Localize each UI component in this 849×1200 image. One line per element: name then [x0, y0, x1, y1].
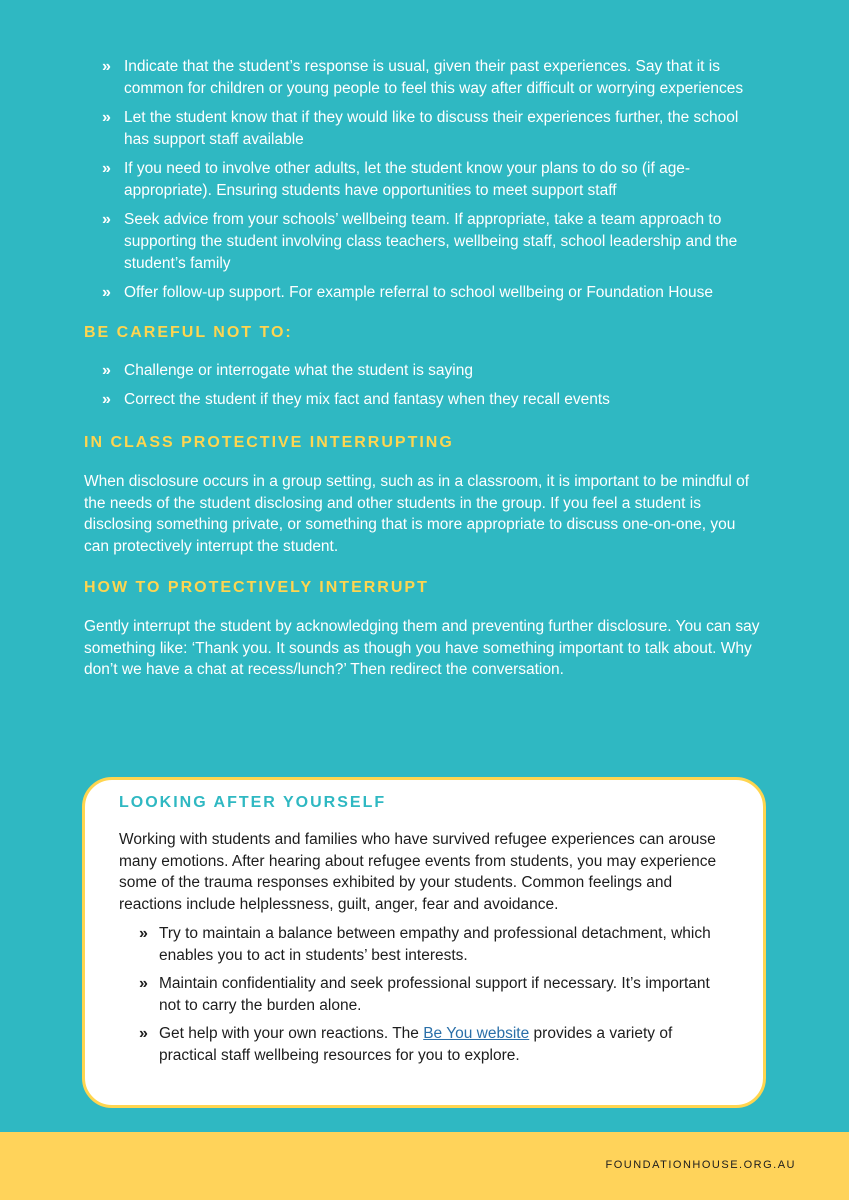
chevron-right-icon: » [102, 58, 111, 75]
self-care-list [119, 923, 729, 1066]
looking-after-yourself-panel [82, 777, 766, 1108]
list-item [119, 1023, 729, 1066]
list-item-text: Try to maintain a balance between empathy and professional detachment, which enables you to act in students’ best interests. [159, 925, 711, 964]
list-item-text-after: provides a variety of practical staff wellbeing resources for you to explore. [159, 1025, 673, 1064]
list-item [84, 107, 764, 151]
chevron-right-icon: » [139, 925, 148, 942]
chevron-right-icon: » [102, 109, 111, 126]
chevron-right-icon: » [102, 284, 111, 301]
footer-bar [0, 1132, 849, 1200]
careful-heading: BE CAREFUL NOT TO: [84, 324, 293, 341]
list-item [84, 158, 764, 202]
list-item [84, 56, 764, 100]
list-item-text: Challenge or interrogate what the student is saying [124, 362, 473, 379]
list-item [119, 973, 729, 1016]
careful-list [84, 360, 764, 411]
be-you-website-link[interactable]: Be You website [423, 1025, 530, 1042]
advice-list [84, 56, 764, 304]
chevron-right-icon: » [139, 1025, 148, 1042]
footer-url: FOUNDATIONHOUSE.ORG.AU [605, 1159, 796, 1171]
list-item-text: Offer follow-up support. For example referral to school wellbeing or Foundation House [124, 284, 714, 301]
chevron-right-icon: » [102, 160, 111, 177]
in-class-paragraph: When disclosure occurs in a group setting, such as in a classroom, it is important to be mindful of the needs of the student disclosing and other students in the group. If you feel a student is disclosing something private, or something that is more appropriate to discuss one-on-one, you can protectively interrupt the student. [84, 473, 750, 555]
list-item [84, 389, 764, 411]
list-item-text: Maintain confidentiality and seek professional support if necessary. It’s important not to carry the burden alone. [159, 975, 710, 1014]
list-item [84, 360, 764, 382]
list-item [84, 282, 764, 304]
list-item-text-before: Get help with your own reactions. The [159, 1025, 424, 1042]
list-item [84, 209, 764, 275]
chevron-right-icon: » [102, 211, 111, 228]
chevron-right-icon: » [102, 391, 111, 408]
chevron-right-icon: » [102, 362, 111, 379]
panel-heading: LOOKING AFTER YOURSELF [119, 794, 387, 811]
list-item-text: If you need to involve other adults, let the student know your plans to do so (if age-appropriate). Ensuring students have opportunities to meet support staff [124, 160, 691, 199]
chevron-right-icon: » [139, 975, 148, 992]
main-content [84, 56, 764, 681]
list-item [119, 923, 729, 966]
panel-intro: Working with students and families who have survived refugee experiences can arouse many emotions. After hearing about refugee events from students, you may experience some of the trauma responses exhibited by your students. Common feelings and reactions include helplessness, guilt, anger, fear and avoidance. [119, 831, 717, 913]
list-item-text: Correct the student if they mix fact and fantasy when they recall events [124, 391, 610, 408]
how-to-heading: HOW TO PROTECTIVELY INTERRUPT [84, 579, 429, 596]
list-item-text: Let the student know that if they would like to discuss their experiences further, the school has support staff available [124, 109, 739, 148]
list-item-text: Seek advice from your schools’ wellbeing team. If appropriate, take a team approach to supporting the student involving class teachers, wellbeing staff, school leadership and the student’s family [124, 211, 738, 272]
list-item-text: Indicate that the student’s response is usual, given their past experiences. Say that it is common for children or young people to feel this way after difficult or worrying experiences [124, 58, 744, 97]
in-class-heading: IN CLASS PROTECTIVE INTERRUPTING [84, 434, 454, 451]
how-to-paragraph: Gently interrupt the student by acknowledging them and preventing further disclosure. You can say something like: ‘Thank you. It sounds as though you have something important to talk about. Why don’t we have a chat at recess/lunch?’ Then redirect the conversation. [84, 618, 760, 678]
